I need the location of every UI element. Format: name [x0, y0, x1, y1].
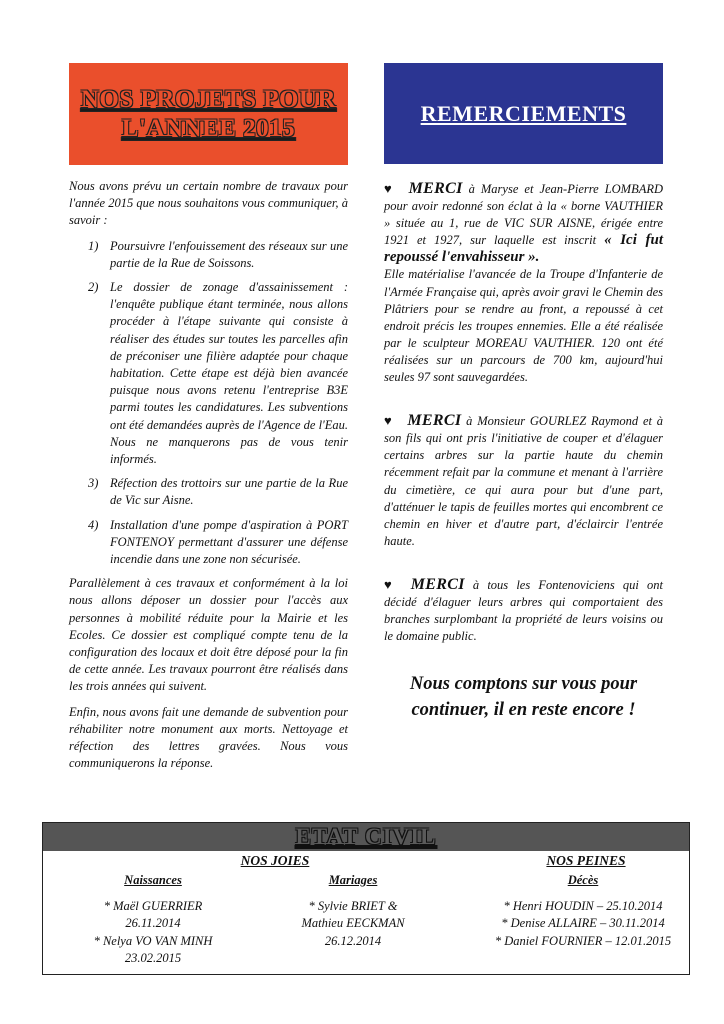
projet-number: 3) [88, 476, 99, 491]
heart-icon: ♥ [384, 413, 394, 429]
peines-title: NOS PEINES [546, 853, 626, 868]
projets-list [69, 238, 348, 569]
deces-entry: * Henri HOUDIN – 25.10.2014 [503, 898, 663, 913]
naissance-name: * Nelya VO VAN MINH [93, 933, 213, 948]
merci-block-fontenoviciens [384, 576, 663, 645]
projets-monument-paragraph: Enfin, nous avons fait une demande de subvention pour réhabiliter notre monument aux morts. Nettoyage et réfection des lettres gravées. Nous vous communiquerons la réponse. [69, 704, 348, 771]
naissance-date: 23.02.2015 [124, 951, 182, 965]
remerciements-section [384, 180, 663, 723]
etat-civil-title-bar [43, 823, 689, 851]
projets-intro: Nous avons prévu un certain nombre de travaux pour l'année 2015 que nous souhaitons vous communiquer, à savoir : [69, 179, 348, 228]
merci-text: à Maryse et Jean-Pierre LOMBARD pour avoir redonné son éclat à la « borne VAUTHIER » située au 1, rue de VIC SUR AISNE, érigée entre 1921 et 1927, sur laquelle est inscrit [384, 182, 664, 248]
naissances-column [73, 872, 233, 968]
mariage-line2: Mathieu EECKMAN [301, 916, 405, 930]
naissance-name: * Maël GUERRIER [103, 898, 203, 913]
projets-header [69, 63, 348, 165]
heart-icon: ♥ [384, 181, 395, 196]
projets-mobilite-paragraph: Parallèlement à ces travaux et conformément à la loi nous allons déposer un dossier pour l'accès aux personnes à mobilité réduite pour la Mairie et les Ecoles. Ce dossier est compliqué compte tenu de la configuration des locaux et doit être déposé pour la fin de cette année. Les travaux pourront être réalisés dans les trois années qui suivent. [69, 576, 348, 694]
closing-message: Nous comptons sur vous pour continuer, il en reste encore ! [409, 674, 638, 721]
projet-text: Installation d'une pompe d'aspiration à PORT FONTENOY permettant d'assurer une défense incendie dans une zone non sécurisée. [110, 517, 348, 567]
projet-item [69, 475, 348, 509]
merci-block-lombard [384, 180, 663, 386]
merci-text: à Monsieur GOURLEZ Raymond et à son fils qui ont pris l'initiative de couper et d'élaguer certains arbres sur la partie haute du chemin récemment refait par la commune et menant à l'arrière du cimetière, ce qui aura pour but d'une part, d'atténuer le tapis de feuilles mortes qui encombrent ce chemin en hiver et d'autre part, d'éclaircir l'entrée haute. [384, 414, 664, 548]
projet-number: 1) [88, 238, 99, 253]
merci-word: MERCI [408, 180, 463, 197]
deces-column [483, 872, 683, 950]
merci-block-gourlez [384, 412, 663, 550]
projet-item [69, 279, 348, 468]
mariages-label: Mariages [328, 873, 378, 887]
deces-entry: * Daniel FOURNIER – 12.01.2015 [494, 933, 672, 948]
merci-text-continued: Elle matérialise l'avancée de la Troupe d'Infanterie de l'Armée Française qui, après avoir gravi le Chemin des Plâtriers pour se rendre au front, a repoussé à cet endroit précis les troupes ennemies. Elle a été réalisée par le sculpteur MOREAU VAUTHIER. 120 ont été réalisées sur un parcours de 700 km, aujourd'hui seules 97 sont sauvegardées. [384, 267, 663, 385]
heart-icon: ♥ [384, 576, 397, 592]
mariage-date: 26.12.2014 [324, 933, 382, 948]
joies-title: NOS JOIES [240, 853, 310, 868]
projets-section [69, 178, 348, 781]
projet-number: 2) [88, 280, 99, 295]
deces-entry: * Denise ALLAIRE – 30.11.2014 [501, 916, 665, 930]
etat-civil-section [42, 822, 690, 975]
etat-civil-title: ETAT CIVIL [295, 824, 437, 849]
mariage-line1: * Sylvie BRIET & [308, 898, 398, 913]
mariages-column [283, 872, 423, 950]
remerciements-header [384, 63, 663, 164]
projet-item [69, 238, 348, 272]
projets-header-line2: L'ANNEE 2015 [121, 115, 296, 142]
merci-quote: « Ici fut repoussé l'envahisseur ». [384, 232, 663, 266]
merci-text: à tous les Fontenoviciens qui ont décidé d'élaguer leurs arbres qui comportaient des branches surplombant la propriété de leurs voisins ou le domaine public. [384, 577, 664, 644]
merci-word: MERCI [407, 412, 462, 430]
projet-text: Poursuivre l'enfouissement des réseaux sur une partie de la Rue de Soissons. [110, 238, 348, 270]
naissances-label: Naissances [124, 873, 182, 887]
deces-label: Décès [567, 873, 599, 887]
projet-number: 4) [88, 517, 99, 532]
projet-text: Réfection des trottoirs sur une partie de la Rue de Vic sur Aisne. [110, 476, 348, 508]
projet-item [69, 517, 348, 569]
remerciements-header-title: REMERCIEMENTS [420, 100, 627, 126]
naissance-date: 26.11.2014 [125, 916, 181, 930]
projet-text: Le dossier de zonage d'assainissement : l'enquête publique étant terminée, nous allons procéder à l'étape suivante qui consiste à réaliser des études sur toutes les parcelles afin de préconiser une filière adaptée pour chaque habitation. Cette étape est déjà bien avancée puisque nous avons retenu l'entreprise B3E parmi toutes les candidatures. Les subventions ont été demandées auprès de l'Agence de l'Eau. Nous ne manquerons pas de vous tenir informés. [110, 280, 348, 467]
projets-header-line1: NOS PROJETS POUR [80, 86, 337, 113]
merci-word: MERCI [410, 575, 465, 593]
